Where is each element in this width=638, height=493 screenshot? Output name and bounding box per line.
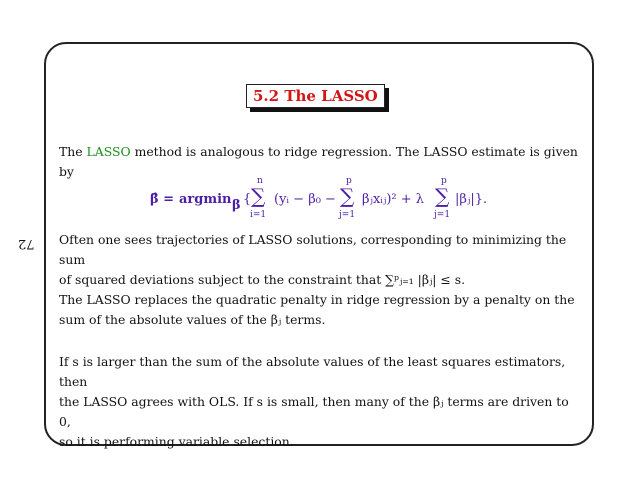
constraint-formula: ∑ᵖⱼ₌₁ |βⱼ| ≤ s	[385, 272, 462, 287]
ols-line3: so it is performing variable selection.	[59, 434, 294, 449]
sum1-lower: i=1	[250, 210, 267, 220]
sum2-lower: j=1	[339, 210, 356, 220]
equation-open-brace: {	[243, 192, 252, 207]
ols-line2: the LASSO agrees with OLS. If s is small, then many of the βⱼ terms are driven to 0,	[59, 394, 569, 429]
trajectories-line1: Often one sees trajectories of LASSO solutions, corresponding to minimizing the sum	[59, 232, 567, 267]
ols-paragraph	[59, 352, 581, 452]
sum1-sigma: ∑	[251, 184, 266, 208]
equation-term3: |βⱼ|}.	[455, 192, 488, 207]
equation-term2: βⱼxᵢⱼ)² + λ	[362, 192, 425, 207]
trajectories-line2	[59, 270, 581, 290]
sum2-sigma: ∑	[340, 184, 355, 208]
page-number: 72	[18, 236, 35, 251]
sum1-upper: n	[257, 176, 263, 186]
trajectories-paragraph	[59, 230, 581, 290]
lasso-highlight: LASSO	[86, 144, 131, 159]
title-box	[246, 84, 385, 108]
sum3-sigma: ∑	[435, 184, 450, 208]
lasso-equation	[150, 176, 490, 222]
ols-line1: If s is larger than the sum of the absolute values of the least squares estimators, then	[59, 354, 566, 389]
trajectories-line2-suffix: .	[461, 272, 466, 287]
equation-argmin-sub: β	[232, 198, 241, 213]
intro-prefix: The	[59, 144, 87, 159]
equation-argmin: argmin	[179, 192, 232, 207]
sum3-lower: j=1	[434, 210, 451, 220]
penalty-line1: The LASSO replaces the quadratic penalty in ridge regression by a penalty on the	[59, 292, 575, 307]
penalty-paragraph	[59, 290, 581, 330]
equation-term1: (yᵢ − β₀ −	[274, 192, 336, 207]
page-title: 5.2 The LASSO	[253, 87, 378, 105]
penalty-line2: sum of the absolute values of the βⱼ terms.	[59, 312, 326, 327]
equation-lhs: β̂ =	[150, 192, 175, 207]
intro-suffix: method is analogous to ridge regression. The LASSO estimate is given by	[59, 144, 578, 179]
sum2-upper: p	[346, 176, 352, 186]
trajectories-line2-prefix: of squared deviations subject to the constraint that	[59, 272, 386, 287]
sum3-upper: p	[441, 176, 447, 186]
